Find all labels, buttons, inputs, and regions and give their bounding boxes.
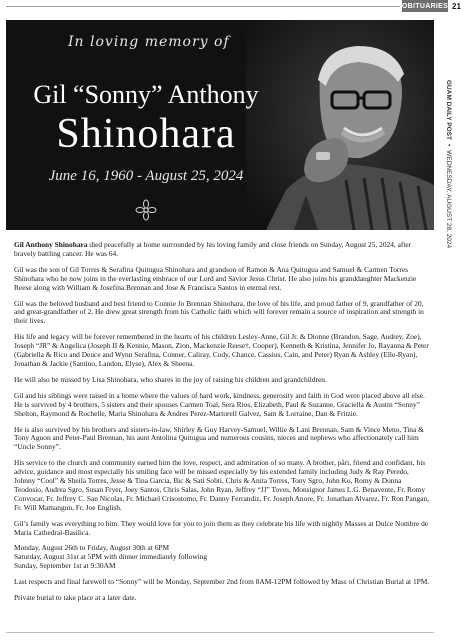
side-masthead [442,80,456,400]
page-number: 21 [452,1,461,11]
obituary-paragraph: Last respects and final farewell to “Sonny” will be Monday, September 2nd from 8AM-12PM followed by Mass of Christian Burial at 1PM. [14,577,430,587]
obituary-paragraph: He will also be missed by Lisa Shinohara, who shares in the joy of raising his children and grandchildren. [14,374,327,384]
obituary-paragraph: Gil was the beloved husband and best friend to Connie Jo Brennan Shinohara, the love of his life, and proud father of 9, grandfather of 20, and great-grandfather of 2. He drew great strength from his Catholic faith which will forever remain a source of inspiration and strength in their lives. [14,298,424,326]
obituary-paragraph: Gil’s family was everything to him. They would love for you to join them as they celebrate his life with nightly Masses at Dulce Nombre de Maria Cathedral-Basilica. [14,518,429,537]
memorial-banner [6,20,434,230]
portrait-photo [246,20,434,230]
life-dates: June 16, 1960 - August 25, 2024 [48,168,244,184]
obituary-paragraph: He is also survived by his brothers and sisters-in-law, Shirley & Guy Harvey-Samuel, Willie & Lani Brennan, Sam & Vince Meno, Tina & Tony Aguon and Peter-Paul Brennan, his aunt Antolina Quitugua and numerous cousins, nieces and nephews who affectionately call him “Uncle Sonny”. [14,424,424,452]
mass-schedule-item: Monday, August 26th to Friday, August 30th at 6PM [14,543,170,553]
floral-ornament-icon [134,198,158,222]
obituary-paragraph: Gil was the son of Gil Torres & Serafina Quitugua Shinohara and grandson of Ramon & Ana Quitugua and Samuel & Carmen Torres Shinohara who he now joins in the everlasting embrace of our Lord and Savior Jesus Christ. He also joins his granddaughter Mackenzie Reese along with William & Josefina Brennan and Jose & Francisca Santos in eternal rest. [14,264,417,292]
deceased-surname: Shinohara [56,111,236,157]
section-label: OBITUARIES [402,0,448,12]
obituary-paragraph [14,241,432,259]
publication-name: GUAM DAILY POST [445,80,453,140]
bottom-rule [6,632,434,633]
lead-name: Gil Anthony Shinohara [14,240,88,249]
intro-text: died peacefully at home surrounded by his loving family and close friends on Sunday, August 25, 2024, after bravely battling cancer. He was 64. [14,240,412,258]
deceased-name-first: Gil “Sonny” Anthony [33,80,259,109]
obituary-paragraph: His life and legacy will be forever remembered in the hearts of his children Lesley-Anne, Gil Jr. & Dionne (Brandon, Sage, Audrey, Zoe), Joseph “JR” & Angelica (Joseph II & Kennie, Mason, Zion, Mackenzie Reese†, Cooper), Kenneth & Kristina, Jennifer Jo, Rayanna & Peter (Gabriella & Rico and Deuce and Wynn Serafina, Conner, Caliray, Cody, Chance, Cassius, Cain, and Peter) Ryan & Ashley (Elle-Ryan), Jonathan & Jackie (Santino, Landon, Elyse), Alex & Sheena. [14,332,429,368]
obituary-paragraph: His service to the church and community earned him the love, respect, and admiration of so many. A brother, påri, friend and confidant, his advice, guidance and most especially his smiling face will be missed especially by his extended family including Judy & Ray Peredo, Johnny “Cool” & Sheila Torres, Jesse & Tina Garcia, Bic & Sati Sobti, Chris & Anita Torres, Tony Sgro, John Ko, Romy & Donna Teodosio, Audrea Sgro, Susan Fryer, Joey Santos, Chris Salas, John Ryan, Jeffrey “JJ” Toves, Monsignor James L.G. Benavente, Fr. Romy Convocar, Fr. Jeffrey C. San Nicolas, Fr. Michael Crisostomo, Fr. Danny Ferrandiz, Fr. Joseph Anore, Fr. Jonathan Alvarez, Fr. Ron Pangan, Fr. Will Mamangun, Fr. Joe English. [14,458,430,512]
separator-dot: • [445,143,453,147]
obituary-paragraph: Gil and his siblings were raised in a home where the values of hard work, kindness, generosity and faith in God were placed above all else. He is survived by 4 brothers, 5 sisters and their spouses Carmen Toal, Sera Rios, Elizabeth, Paul & Suzanne, Graciella & Austin “Sonny” Shelton, Raymond & Rochelle, Maria Shinohara & Andres Perez-Martorell Galvez, Sam & Lorraine, Dan & Fritzie. [14,390,425,418]
obituary-paragraph: Private burial to take place at a later date. [14,593,137,603]
mass-schedule-item: Sunday, September 1st at 9:30AM [14,561,116,571]
in-loving-memory-heading: In loving memory of [68,34,230,50]
obituary-body [14,241,432,610]
header-rule [6,6,400,7]
mass-schedule-item: Saturday, August 31st at 5PM with dinner immediately following [14,552,208,562]
publication-date: WEDNESDAY, AUGUST 28, 2024 [445,150,453,249]
